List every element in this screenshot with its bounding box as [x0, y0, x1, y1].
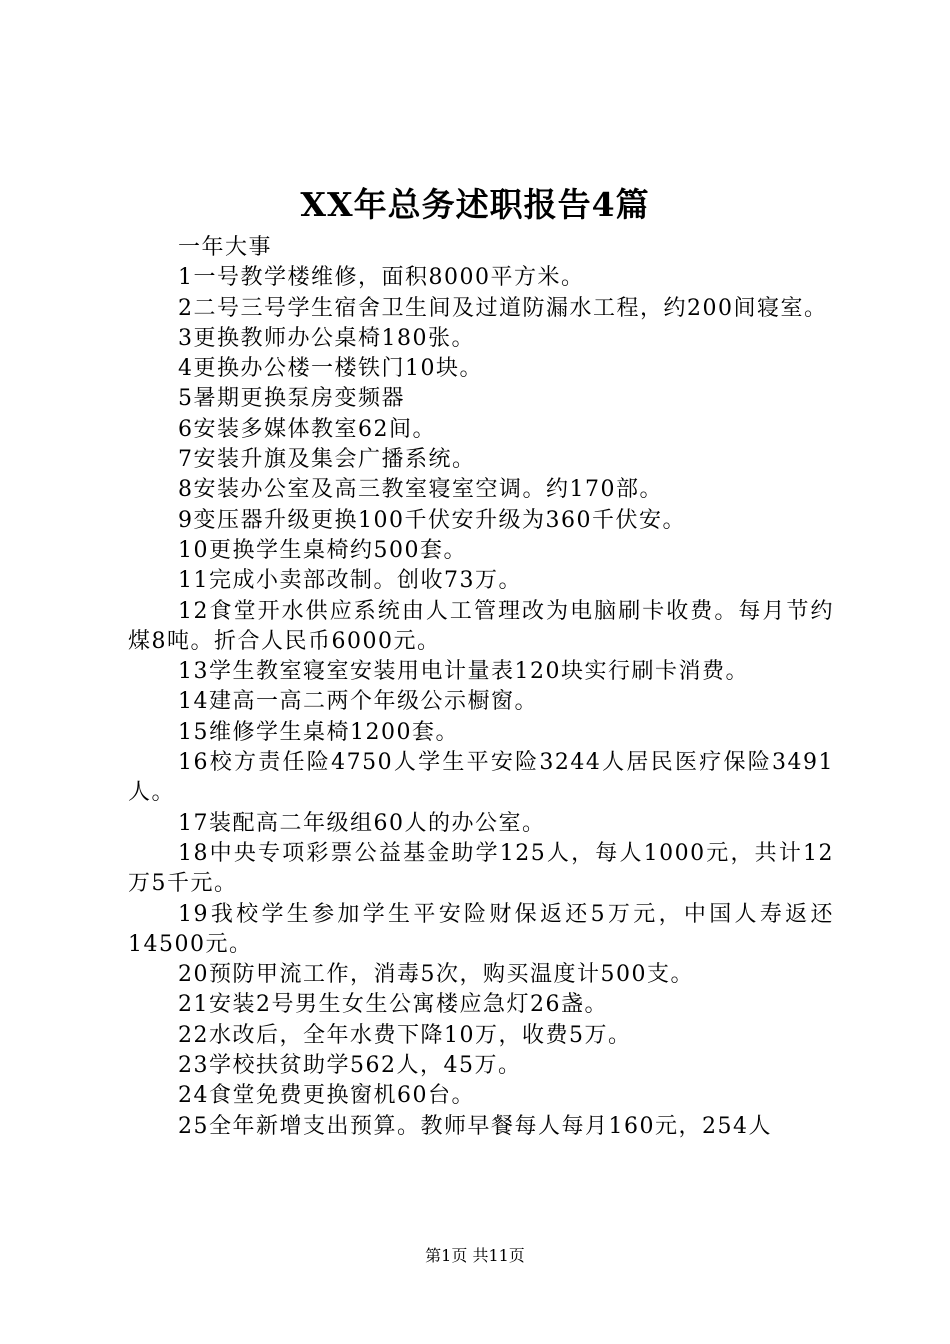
- paragraph: 5暑期更换泵房变频器: [178, 386, 405, 412]
- document-body: [128, 233, 834, 1142]
- paragraph: 8安装办公室及高三教室寝室空调。约170部。: [178, 477, 663, 503]
- paragraph: 11完成小卖部改制。创收73万。: [178, 568, 522, 594]
- paragraph: 7安装升旗及集会广播系统。: [178, 447, 476, 473]
- paragraph: 18中央专项彩票公益基金助学125人，每人1000元，共计12万5千元。: [128, 840, 834, 897]
- paragraph: 15维修学生桌椅1200套。: [178, 719, 459, 745]
- paragraph: 9变压器升级更换100千伏安升级为360千伏安。: [178, 507, 686, 533]
- paragraph: 24食堂免费更换窗机60台。: [178, 1083, 475, 1109]
- paragraph: 2二号三号学生宿舍卫生间及过道防漏水工程，约200间寝室。: [178, 295, 828, 321]
- paragraph: 23学校扶贫助学562人，45万。: [178, 1053, 522, 1079]
- paragraph: 20预防甲流工作，消毒5次，购买温度计500支。: [178, 962, 694, 988]
- paragraph: 17装配高二年级组60人的办公室。: [178, 810, 546, 836]
- paragraph: 10更换学生桌椅约500套。: [178, 537, 467, 563]
- paragraph: 4更换办公楼一楼铁门10块。: [178, 356, 483, 382]
- paragraph: 13学生教室寝室安装用电计量表120块实行刷卡消费。: [178, 659, 749, 685]
- paragraph: 21安装2号男生女生公寓楼应急灯26盏。: [178, 992, 608, 1018]
- page-number-footer: 第1页 共11页: [425, 1246, 525, 1265]
- paragraph: 14建高一高二两个年级公示橱窗。: [178, 689, 538, 715]
- paragraph: 1一号教学楼维修，面积8000平方米。: [178, 265, 585, 291]
- paragraph: 25全年新增支出预算。教师早餐每人每月160元，254人: [178, 1113, 772, 1139]
- paragraph: 19我校学生参加学生平安险财保返还5万元，中国人寿返还14500元。: [128, 901, 834, 957]
- paragraph: 一年大事: [178, 235, 273, 260]
- paragraph: 16校方责任险4750人学生平安险3244人居民医疗保险3491人。: [128, 750, 834, 806]
- paragraph: 3更换教师办公桌椅180张。: [178, 325, 475, 351]
- paragraph: 22水改后，全年水费下降10万，收费5万。: [178, 1022, 632, 1048]
- paragraph: 6安装多媒体教室62间。: [178, 416, 436, 442]
- paragraph: 12食堂开水供应系统由人工管理改为电脑刷卡收费。每月节约煤8吨。折合人民币6000元。: [128, 598, 834, 654]
- page-title: XX年总务述职报告4篇: [300, 185, 650, 224]
